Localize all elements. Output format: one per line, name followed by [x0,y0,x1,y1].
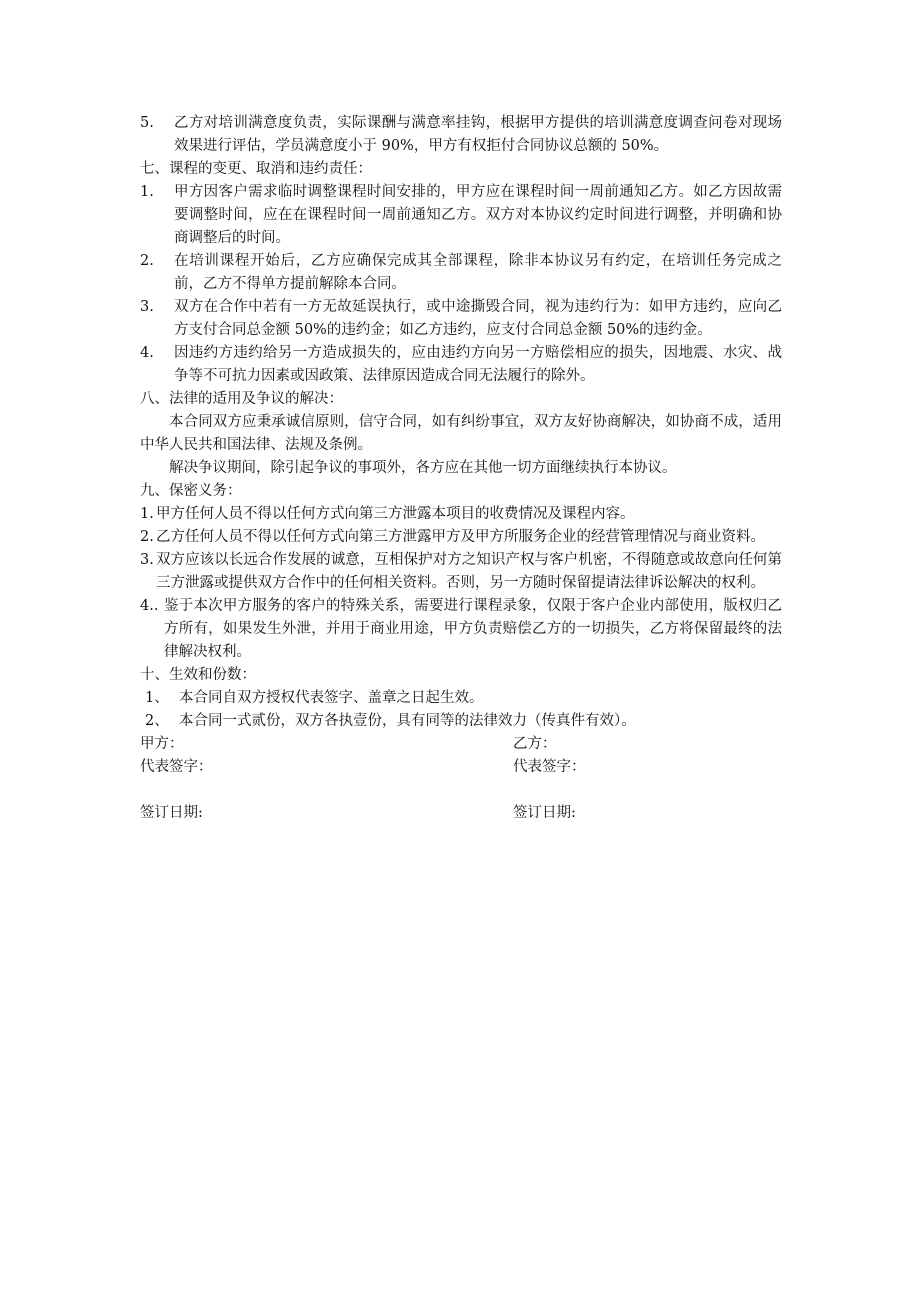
section-9-item-2 [140,526,782,549]
section-10-item-1-text: 本合同自双方授权代表签字、盖章之日起生效。 [179,690,484,706]
section-7-item-2-number: 2. [140,253,154,269]
section-10-item-2-number: 2、 [145,713,169,729]
section-9-item-1 [140,503,782,526]
section-8-title: 八、法律的适用及争议的解决： [140,391,343,407]
section-7-item-4-text: 因违约方违约给另一方造成损失的，应由违约方向另一方赔偿相应的损失，因地震、水灾、战争等不可抗力因素或因政策、法律原因造成合同无法履行的除外。 [174,345,782,384]
section-9-item-2-text: 乙方任何人员不得以任何方式向第三方泄露甲方及甲方所服务企业的经营管理情况与商业资料。 [156,529,765,545]
section-7-item-2 [140,250,782,296]
contract-body [140,112,782,825]
section-10-item-2 [140,710,782,733]
clause-5 [140,112,782,158]
section-9-item-4 [140,595,782,664]
section-7-item-3-text: 双方在合作中若有一方无故延误执行，或中途撕毁合同，视为违约行为：如甲方违约，应向乙方支付合同总金额 50%的违约金；如乙方违约，应支付合同总金额 50%的违约金。 [174,299,782,338]
party-b-sign-date-label: 签订日期: [513,805,576,821]
section-7-item-4 [140,342,782,388]
section-7-item-3-number: 3. [140,299,154,315]
section-7-title: 七、课程的变更、取消和违约责任： [140,161,372,177]
clause-5-text: 乙方对培训满意度负责，实际课酬与满意率挂钩，根据甲方提供的培训满意度调查问卷对现场效果进行评估，学员满意度小于 90%，甲方有权拒付合同协议总额的 50%。 [174,115,782,154]
section-9-item-3 [140,549,782,595]
section-9-item-4-number: 4.. [140,598,159,614]
section-9-item-1-text: 甲方任何人员不得以任何方式向第三方泄露本项目的收费情况及课程内容。 [156,506,635,522]
section-7-item-4-number: 4. [140,345,154,361]
section-7-item-1 [140,181,782,250]
party-a-rep-signature-label: 代表签字： [140,759,213,775]
section-10-item-1-number: 1、 [145,690,169,706]
signature-party-row [140,733,782,756]
section-8-paragraph-2: 解决争议期间，除引起争议的事项外，各方应在其他一切方面继续执行本协议。 [169,460,677,476]
section-9-title: 九、保密义务： [140,483,242,499]
section-10-item-1 [140,687,782,710]
party-a-label: 甲方： [140,736,184,752]
signature-rep-row [140,756,782,779]
section-10-item-2-text: 本合同一式贰份，双方各执壹份，具有同等的法律效力（传真件有效）。 [179,713,636,729]
section-9-item-1-number: 1. [140,506,154,522]
section-9-item-4-text: 鉴于本次甲方服务的客户的特殊关系，需要进行课程录象，仅限于客户企业内部使用，版权归乙方所有，如果发生外泄，并用于商业用途，甲方负责赔偿乙方的一切损失，乙方将保留最终的法律解决权利。 [164,598,782,660]
clause-5-number: 5. [140,115,154,131]
section-9-item-3-text: 双方应该以长远合作发展的诚意，互相保护对方之知识产权与客户机密，不得随意或故意向任何第三方泄露或提供双方合作中的任何相关资料。否则，另一方随时保留提请法律诉讼解决的权利。 [156,552,782,591]
section-8-paragraph-1: 本合同双方应秉承诚信原则，信守合同，如有纠纷事宜，双方友好协商解决，如协商不成，适用中华人民共和国法律、法规及条例。 [140,414,782,453]
signature-spacer [140,779,782,802]
section-7-item-1-number: 1. [140,184,154,200]
party-b-rep-signature-label: 代表签字： [513,759,586,775]
section-9-item-3-number: 3. [140,552,154,568]
party-a-sign-date-label: 签订日期: [140,805,203,821]
signature-date-row [140,802,782,825]
section-7-item-3 [140,296,782,342]
section-9-item-2-number: 2. [140,529,154,545]
section-7-item-2-text: 在培训课程开始后，乙方应确保完成其全部课程，除非本协议另有约定，在培训任务完成之前，乙方不得单方提前解除本合同。 [174,253,782,292]
party-b-label: 乙方： [513,736,557,752]
section-7-item-1-text: 甲方因客户需求临时调整课程时间安排的，甲方应在课程时间一周前通知乙方。如乙方因故需要调整时间，应在在课程时间一周前通知乙方。双方对本协议约定时间进行调整，并明确和协商调整后的时间。 [174,184,782,246]
section-10-title: 十、生效和份数： [140,667,256,683]
